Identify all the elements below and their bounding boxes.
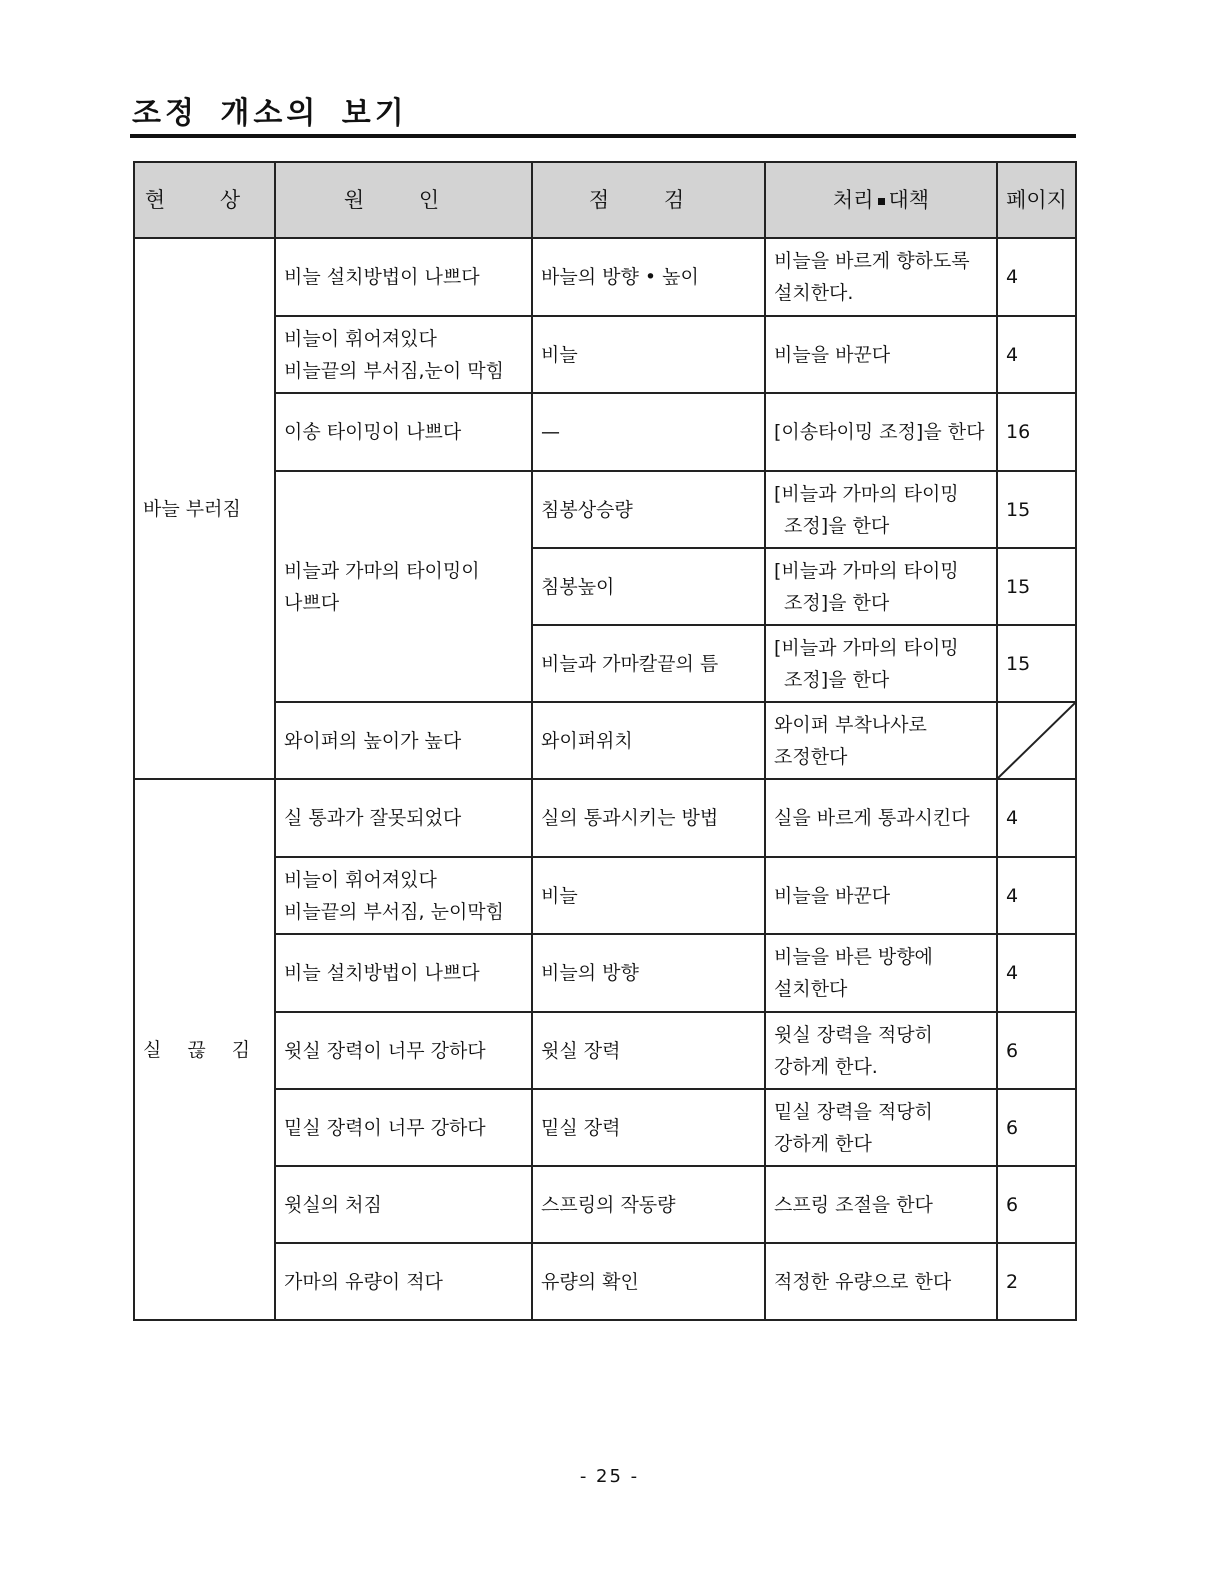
table-row [134, 1166, 1076, 1243]
check-cell: 바늘의 방향 • 높이 [532, 238, 765, 316]
cause-cell: 실 통과가 잘못되었다 [275, 779, 532, 857]
page-ref-cell: 2 [997, 1243, 1076, 1320]
cause-cell: 밑실 장력이 너무 강하다 [275, 1089, 532, 1166]
page-ref-cell: 4 [997, 934, 1076, 1012]
cause-cell: 비늘 설치방법이 나쁘다 [275, 238, 532, 316]
remedy-cell: 비늘을 바르게 향하도록 설치한다. [765, 238, 997, 316]
page-ref-cell: 4 [997, 316, 1076, 393]
page-ref-cell: 6 [997, 1089, 1076, 1166]
page-ref-cell: 6 [997, 1166, 1076, 1243]
cause-cell: 와이퍼의 높이가 높다 [275, 702, 532, 779]
page-ref-cell: 16 [997, 393, 1076, 471]
check-cell: 비늘의 방향 [532, 934, 765, 1012]
check-cell: 밑실 장력 [532, 1089, 765, 1166]
page-ref-cell: 4 [997, 238, 1076, 316]
cause-cell: 가마의 유량이 적다 [275, 1243, 532, 1320]
page-title: 조정 개소의 보기 [132, 96, 408, 131]
remedy-cell: 스프링 조절을 한다 [765, 1166, 997, 1243]
table-row [134, 1012, 1076, 1089]
remedy-cell: 실을 바르게 통과시킨다 [765, 779, 997, 857]
check-cell: 스프링의 작동량 [532, 1166, 765, 1243]
symptom-cell: 실 끊 김 [134, 779, 275, 1320]
check-cell: 와이퍼위치 [532, 702, 765, 779]
symptom-cell: 바늘 부러짐 [134, 238, 275, 779]
page-ref-cell: 4 [997, 857, 1076, 934]
check-cell: 침봉높이 [532, 548, 765, 625]
check-cell: — [532, 393, 765, 471]
header-remedy-b: 대책 [888, 188, 930, 212]
check-cell: 침봉상승량 [532, 471, 765, 548]
table-row [134, 393, 1076, 471]
page-number: - 25 - [579, 1466, 640, 1487]
remedy-cell: 비늘을 바른 방향에 설치한다 [765, 934, 997, 1012]
table-row [134, 779, 1076, 857]
page-ref-cell: 15 [997, 548, 1076, 625]
check-cell: 실의 통과시키는 방법 [532, 779, 765, 857]
check-cell: 유량의 확인 [532, 1243, 765, 1320]
check-cell: 비늘 [532, 857, 765, 934]
cause-cell: 윗실의 처짐 [275, 1166, 532, 1243]
header-symptom: 현 상 [134, 162, 275, 238]
remedy-cell: 비늘을 바꾼다 [765, 857, 997, 934]
check-cell: 비늘과 가마칼끝의 틈 [532, 625, 765, 702]
cause-cell: 비늘이 휘어져있다 비늘끝의 부서짐, 눈이막힘 [275, 857, 532, 934]
table-row [134, 238, 1076, 316]
cause-cell: 이송 타이밍이 나쁘다 [275, 393, 532, 471]
page-ref-cell: 4 [997, 779, 1076, 857]
remedy-cell: 밑실 장력을 적당히 강하게 한다 [765, 1089, 997, 1166]
cause-cell: 비늘과 가마의 타이밍이 나쁘다 [275, 471, 532, 702]
header-cause: 원 인 [275, 162, 532, 238]
table-row [134, 316, 1076, 393]
remedy-cell: [비늘과 가마의 타이밍 조정]을 한다 [765, 625, 997, 702]
remedy-cell: 비늘을 바꾼다 [765, 316, 997, 393]
table-row [134, 702, 1076, 779]
remedy-cell: 윗실 장력을 적당히 강하게 한다. [765, 1012, 997, 1089]
table-header-row [134, 162, 1076, 238]
header-remedy-a: 처리 [832, 188, 874, 212]
title-rule [130, 134, 1076, 138]
cause-cell: 윗실 장력이 너무 강하다 [275, 1012, 532, 1089]
table-row [134, 934, 1076, 1012]
remedy-cell: 적정한 유량으로 한다 [765, 1243, 997, 1320]
table-row [134, 471, 1076, 548]
table-row [134, 857, 1076, 934]
bullet-dot-icon [878, 198, 885, 205]
troubleshooting-table [133, 161, 1077, 1321]
header-remedy [765, 162, 997, 238]
header-check: 점 검 [532, 162, 765, 238]
page-ref-cell: 15 [997, 471, 1076, 548]
remedy-cell: [비늘과 가마의 타이밍 조정]을 한다 [765, 471, 997, 548]
page-ref-cell: 15 [997, 625, 1076, 702]
cause-cell: 비늘이 휘어져있다 비늘끝의 부서짐,눈이 막힘 [275, 316, 532, 393]
cause-cell: 비늘 설치방법이 나쁘다 [275, 934, 532, 1012]
table-row [134, 1243, 1076, 1320]
remedy-cell: 와이퍼 부착나사로 조정한다 [765, 702, 997, 779]
page-ref-cell-empty [997, 702, 1076, 779]
check-cell: 윗실 장력 [532, 1012, 765, 1089]
table-row [134, 1089, 1076, 1166]
remedy-cell: [이송타이밍 조정]을 한다 [765, 393, 997, 471]
diagonal-slash-icon [998, 703, 1075, 778]
remedy-cell: [비늘과 가마의 타이밍 조정]을 한다 [765, 548, 997, 625]
page-ref-cell: 6 [997, 1012, 1076, 1089]
header-page: 페이지 [997, 162, 1076, 238]
check-cell: 비늘 [532, 316, 765, 393]
